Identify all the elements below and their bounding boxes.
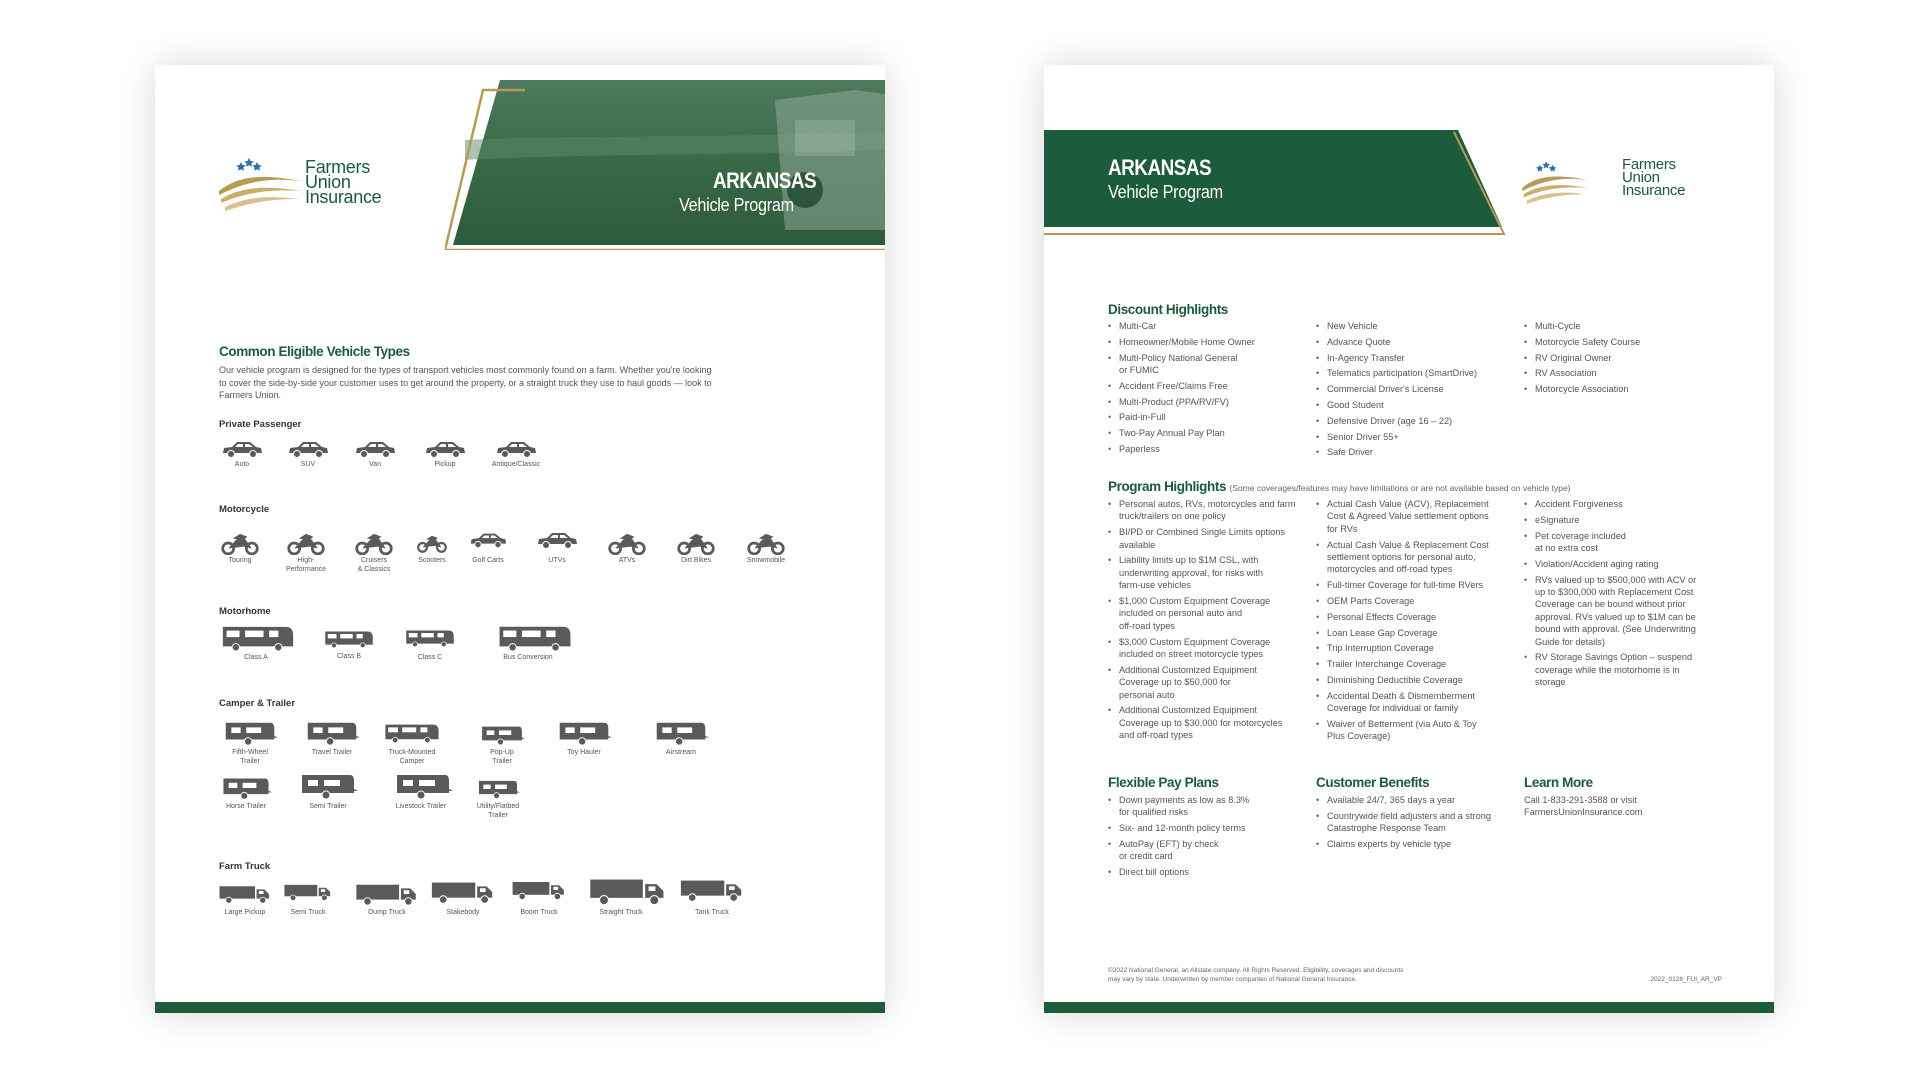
vehicle-label: Cruisers & Classics [357,557,391,573]
list-item: • Trailer Interchange Coverage [1316,658,1521,670]
list-item: • Full-timer Coverage for full-time RVers [1316,579,1521,591]
logo-line-union: Union [305,172,351,192]
vehicle-label: Fifth-Wheel Trailer [232,749,268,765]
list-item: • Accident Free/Claims Free [1108,380,1308,392]
travel-trailer-icon [304,719,360,747]
vehicle-class-b [314,627,384,661]
list-item: • BI/PD or Combined Single Limits options available [1108,526,1313,551]
vehicle-label: Utility/Flatbed Trailer [476,803,520,819]
list-item: • Liability limits up to $1M CSL, with underwriting approval, for risks with farm-use vehicles [1108,554,1313,591]
header-photo-banner [445,80,885,250]
list-item: • Telematics participation (SmartDrive) [1316,367,1516,379]
vehicle-golf-carts [453,525,523,565]
logo-line-farmers: Farmers [305,157,370,177]
vehicle-types-heading: Common Eligible Vehicle Types [219,344,410,359]
vehicle-program-page [1044,65,1774,1013]
vehicle-suv [273,439,343,469]
program-list-col1 [1108,498,1313,745]
list-item: • Commercial Driver's License [1316,383,1516,395]
logo-line-union: Union [1622,169,1660,186]
logo-line-insurance: Insurance [305,187,382,207]
vehicle-boom-truck [504,873,574,917]
vehicle-dump-truck [352,881,422,917]
vehicle-stakebody [428,877,498,917]
list-item: • Loan Lease Gap Coverage [1316,627,1521,639]
list-item: • Motorcycle Safety Course [1524,336,1724,348]
list-item: • Additional Customized Equipment Coverage up to $30,000 for motorcycles and off-road types [1108,704,1313,741]
flexible-pay-heading: Flexible Pay Plans [1108,775,1219,790]
vehicle-label: Van [369,461,381,468]
list-item: • Multi-Car [1108,320,1308,332]
program-list-col3 [1524,498,1729,692]
list-item: • Additional Customized Equipment Coverage up to $50,000 for personal auto [1108,664,1313,701]
fifth-wheel-trailer-icon [222,719,278,747]
list-item: • Good Student [1316,399,1516,411]
vehicle-label: Touring [228,557,252,564]
atv-icon [607,531,647,555]
list-item: • Two-Pay Annual Pay Plan [1108,427,1308,439]
program-list-col2 [1316,498,1521,746]
vehicle-label: UTVs [548,557,566,564]
vehicle-semi-trailer [293,771,363,811]
utv-icon [535,525,579,555]
category-farm-truck: Farm Truck [219,861,271,872]
horse-trailer-icon [218,775,274,801]
class-b-motorhome-icon [324,627,374,651]
tank-truck-icon [679,873,745,907]
vehicle-travel-trailer [297,719,367,757]
vehicle-atvs [592,531,662,565]
learn-more-heading: Learn More [1524,775,1593,790]
list-item: • Claims experts by vehicle type [1316,838,1521,850]
logo-text [305,157,382,207]
van-icon [353,439,397,459]
vehicle-label: Straight Truck [599,909,643,916]
vehicle-label: Pickup [434,461,456,468]
vehicle-fifth-wheel [215,719,285,766]
list-item: • Senior Driver 55+ [1316,431,1516,443]
logo-line-insurance: Insurance [1622,182,1686,199]
vehicle-livestock-trailer [386,771,456,811]
list-item: • AutoPay (EFT) by check or credit card [1108,838,1308,863]
list-item: • Six- and 12-month policy terms [1108,822,1308,834]
utility-trailer-icon [476,777,520,801]
vehicle-semi-truck [273,877,343,917]
vehicle-label: Bus Conversion [503,654,553,661]
list-item: • RV Storage Savings Option – suspend coverage while the motorhome is in storage [1524,651,1729,688]
straight-truck-icon [586,875,670,907]
page2-bottom-bar [1044,1002,1774,1013]
logo-line-farmers: Farmers [1622,156,1676,173]
logo-text [1622,158,1685,197]
list-item: • Safe Driver [1316,446,1516,458]
list-item: • In-Agency Transfer [1316,352,1516,364]
bus-conversion-icon [493,624,577,652]
vehicle-class-c [395,624,465,662]
vehicle-truck-camper [377,719,447,766]
list-item: • Violation/Accident aging rating [1524,558,1729,570]
cruiser-motorcycle-icon [354,531,394,555]
farmers-union-logo-icon [219,155,301,215]
list-item: • Defensive Driver (age 16 – 22) [1316,415,1516,427]
page1-title: ARKANSAS [713,168,817,193]
vehicle-pickup [410,439,480,469]
discount-highlights-heading: Discount Highlights [1108,302,1228,317]
vehicle-label: Class C [417,654,443,661]
vehicle-label: Scooters [418,557,446,564]
list-item: • Diminishing Deductible Coverage [1316,674,1521,686]
vehicle-label: Truck-Mounted Camper [388,749,436,765]
vehicle-utvs [522,525,592,565]
class-a-motorhome-icon [221,624,295,652]
scooter-icon [416,531,448,555]
list-item: • Paid-in-Full [1108,411,1308,423]
vehicle-label: High- Performance [285,557,327,573]
vehicle-airstream [646,719,716,757]
boom-truck-icon [511,873,567,907]
list-item: • Countrywide field adjusters and a strong Catastrophe Response Team [1316,810,1521,835]
vehicle-label: Large Pickup [224,909,266,916]
farmers-union-logo-icon [1522,159,1588,207]
vehicle-label: Class B [336,653,362,660]
vehicle-straight-truck [586,875,656,917]
pay-list [1108,794,1308,882]
list-item: • RVs valued up to $500,000 with ACV or up to $300,000 with Replacement Cost Coverage can be bound without prior approval. RVs valued up to $1M can be bound with approval. (See Underwriting Guide for details) [1524,574,1729,648]
category-private-passenger: Private Passenger [219,419,302,430]
vehicle-high-performance [271,531,341,574]
list-item: • Direct bill options [1108,866,1308,878]
livestock-trailer-icon [386,771,460,801]
golf-cart-icon [468,525,508,555]
program-highlights-title: Program Highlights [1108,479,1227,494]
dump-truck-icon [354,881,420,907]
vehicle-label: Auto [234,461,250,468]
list-item: • Pet coverage included at no extra cost [1524,530,1729,555]
vehicle-label: Boom Truck [520,909,558,916]
vehicle-label: Stakebody [446,909,480,916]
list-item: • Motorcycle Association [1524,383,1724,395]
footer-code: 2022_0126_FUI_AR_VP [1650,976,1722,983]
touring-motorcycle-icon [220,531,260,555]
list-item: • Accidental Death & Dismemberment Coverage for individual or family [1316,690,1521,715]
vehicle-label: SUV [300,461,316,468]
page1-bottom-bar [155,1002,885,1013]
vehicle-large-pickup [210,881,280,917]
vehicle-touring [205,531,275,565]
learn-more-text: Call 1-833-291-3588 or visit FarmersUnionInsurance.com [1524,795,1643,818]
antique-car-icon [494,439,538,459]
list-item: • Paperless [1108,443,1308,455]
list-item: • Advance Quote [1316,336,1516,348]
list-item: • Down payments as low as 8.3% for qualified risks [1108,794,1308,819]
benefits-list [1316,794,1521,854]
customer-benefits-heading: Customer Benefits [1316,775,1430,790]
list-item: • Homeowner/Mobile Home Owner [1108,336,1308,348]
vehicle-van [340,439,410,469]
stakebody-truck-icon [430,877,496,907]
list-item: • Actual Cash Value & Replacement Cost settlement options for personal auto, motorcycles and off-road types [1316,539,1521,576]
class-c-motorhome-icon [405,624,455,652]
vehicle-label: Pop-Up Trailer [490,749,514,765]
vehicle-types-page [155,65,885,1013]
list-item: • Trip Interruption Coverage [1316,642,1521,654]
list-item: • OEM Parts Coverage [1316,595,1521,607]
pop-up-trailer-icon [479,723,525,747]
vehicle-label: Airstream [666,749,696,756]
list-item: • Multi-Policy National General or FUMIC [1108,352,1308,377]
vehicle-label: Toy Hauler [567,749,601,756]
vehicle-auto [207,439,277,469]
list-item: • $3,000 Custom Equipment Coverage included on street motorcycle types [1108,636,1313,661]
list-item: • $1,000 Custom Equipment Coverage included on personal auto and off-road types [1108,595,1313,632]
vehicle-label: Antique/Classic [491,461,541,468]
vehicle-tank-truck [677,873,747,917]
semi-trailer-icon [298,771,358,801]
suv-icon [286,439,330,459]
list-item: • Waiver of Betterment (via Auto & Toy Plus Coverage) [1316,718,1521,743]
vehicle-label: ATVs [618,557,636,564]
airstream-icon [648,719,714,747]
vehicle-label: Horse Trailer [225,803,267,810]
vehicle-label: Semi Truck [290,909,326,916]
list-item: • RV Original Owner [1524,352,1724,364]
category-motorhome: Motorhome [219,606,271,617]
vehicle-bus-conversion [493,624,563,662]
category-camper-trailer: Camper & Trailer [219,698,296,709]
vehicle-class-a [221,624,291,662]
vehicle-label: Travel Trailer [311,749,353,756]
vehicle-types-intro: Our vehicle program is designed for the types of transport vehicles most commonly found on a farm. Whether you're looking to cover the side-by-side your customer uses to get around the property, or a straight truck they use to haul goods — look to Farmers Union. [219,365,712,400]
vehicle-label: Dirt Bikes [681,557,711,564]
vehicle-label: Livestock Trailer [395,803,447,810]
vehicle-dirt-bikes [661,531,731,565]
vehicle-utility-trailer [463,777,533,820]
sport-motorcycle-icon [286,531,326,555]
auto-icon [220,439,264,459]
page2-subtitle: Vehicle Program [1108,182,1223,202]
list-item: • Multi-Cycle [1524,320,1724,332]
page2-title: ARKANSAS [1108,155,1212,180]
list-item: • Available 24/7, 365 days a year [1316,794,1521,806]
vehicle-toy-hauler [549,719,619,757]
discount-list-col3 [1524,320,1724,399]
page1-subtitle: Vehicle Program [679,195,794,215]
vehicle-horse-trailer [211,775,281,811]
list-item: • eSignature [1524,514,1729,526]
vehicle-label: Snowmobile [746,557,786,564]
program-highlights-heading [1108,479,1571,494]
list-item: • Accident Forgiveness [1524,498,1729,510]
list-item: • Multi-Product (PPA/RV/FV) [1108,396,1308,408]
list-item: • RV Association [1524,367,1724,379]
dirt-bike-icon [676,531,716,555]
vehicle-snowmobile [731,531,801,565]
vehicle-label: Class A [244,654,268,661]
toy-hauler-icon [552,719,616,747]
discount-list-col2 [1316,320,1516,462]
footer-legal: ©2022 National General, an Allstate company. All Rights Reserved. Eligibility, coverages and discounts may vary by state. Underwritten by member companies of National General Insurance. [1108,967,1404,983]
snowmobile-icon [746,531,786,555]
program-highlights-note: (Some coverages/features may have limitations or are not available based on vehicle type) [1229,483,1571,493]
list-item: • Actual Cash Value (ACV), Replacement Cost & Agreed Value settlement options for RVs [1316,498,1521,535]
list-item: • Personal autos, RVs, motorcycles and farm truck/trailers on one policy [1108,498,1313,523]
pickup-icon [423,439,467,459]
list-item: • Personal Effects Coverage [1316,611,1521,623]
vehicle-pop-up [467,723,537,766]
vehicle-antique-classic [481,439,551,469]
semi-truck-icon [283,877,333,907]
vehicle-label: Dump Truck [368,909,406,916]
truck-camper-icon [384,719,440,747]
vehicle-label: Golf Carts [472,557,504,564]
category-motorcycle: Motorcycle [219,504,270,515]
list-item: • New Vehicle [1316,320,1516,332]
vehicle-label: Semi Trailer [309,803,347,810]
vehicle-label: Tank Truck [695,909,729,916]
discount-list-col1 [1108,320,1308,459]
large-pickup-icon [218,881,272,907]
